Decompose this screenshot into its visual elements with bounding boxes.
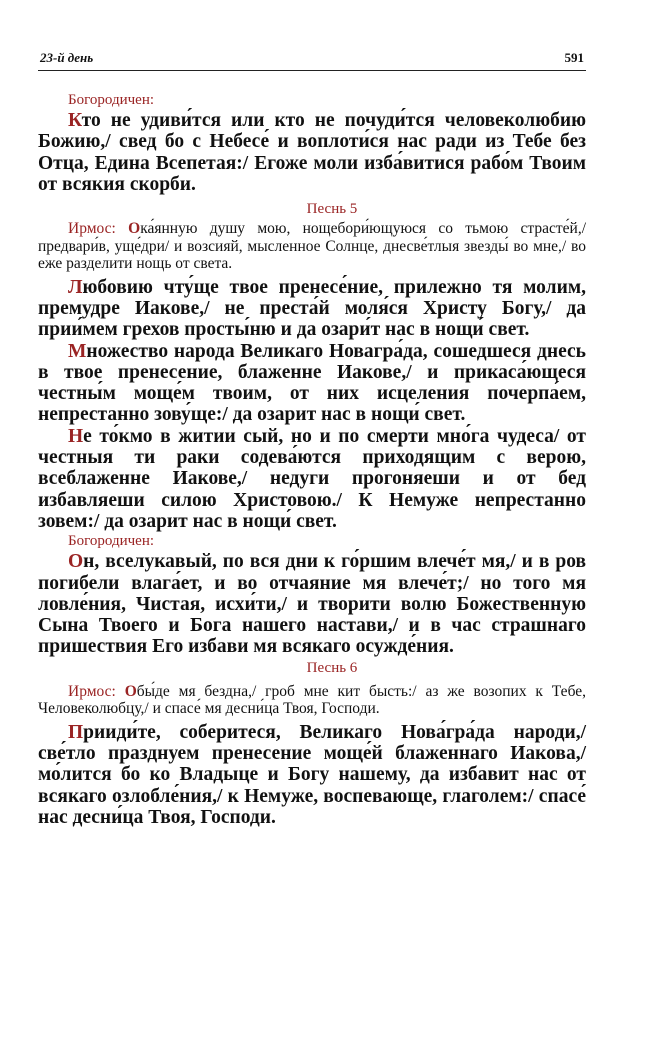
drop-initial: П <box>68 721 84 743</box>
theotokion-text-2 <box>38 551 586 657</box>
irmos-label: Ирмос: <box>68 682 116 700</box>
drop-initial: Л <box>68 276 83 298</box>
drop-initial: К <box>68 110 82 131</box>
troparion-body: юбовию чту́ще твое пренесе́ние, прилежно тя молим, премудре Иакове,/ не преста́й моля́ся Христу Богу,/ да прии́мем грехов просты́ню и да озари́т нас в нощи́ свет. <box>38 276 586 341</box>
book-page <box>38 50 586 828</box>
drop-initial: М <box>68 340 87 362</box>
ode-5-heading: Песнь 5 <box>306 201 358 218</box>
theotokion-text <box>38 110 586 195</box>
troparion-body: рииди́те, соберитеся, Великаго Нова́гра́да народи,/ све́тло празднуем пренесение моще́й блаженнаго Иакова,/ мо́лится бо ко Владыце и Богу нашему, да избавит нас от всякаго озлобле́ния,/ к Немуже, воспевающе, глаголем:/ спасе́ нас десни́ца Твоя, Господи. <box>38 721 586 828</box>
running-head <box>38 50 586 71</box>
drop-initial: Н <box>68 425 84 447</box>
theotokion-label-2: Богородичен: <box>68 533 155 550</box>
troparion-body: ножество народа Великаго Новагра́да, сошедшеся днесь в твое пренесение, блаженне Иакове,/ и прикаса́ющеся честны́м моще́м твоим, от них исцеления почерпа́ем, непрестанно зову́ще:/ да озарит нас в нощи́ свет. <box>38 340 586 426</box>
ode-5-irmos <box>38 220 586 273</box>
irmos-label: Ирмос: <box>68 220 116 238</box>
drop-initial: О <box>128 220 141 238</box>
ode-5-troparion-2 <box>38 341 586 426</box>
troparion-body: е то́кмо в житии сый, но и по смерти мно́га чудеса/ от честныя ти раки содева́ются приходящим с верою, всеблаженне Иакове,/ недуги прогоняеши и от бед избавляеши силою Христовою./ К Немуже непрестанно зовем:/ да озарит нас в нощи́ свет. <box>38 425 586 532</box>
ode-6-troparion <box>38 722 586 828</box>
ode-6-irmos <box>38 683 586 718</box>
page-number: 591 <box>564 50 584 65</box>
drop-initial: О <box>68 551 84 573</box>
troparion-body: то не удиви́тся или кто не почуди́тся человеколюбию Божию,/ свед бо с Небесе́ и воплоти́ся нас ради из Тебе без Отца, Едина Всепетая:/ Егоже моли изба́витися рабо́м Твоим от всякия скорби. <box>38 110 586 195</box>
running-head-day: 23-й день <box>40 50 94 65</box>
irmos-body: ка́янную душу мою, нощебори́ющуюся со тьмою страсте́й,/ предвари́в, уще́дри/ и возсияй, мысленное Солнце, днесве́тлыя звезды́ во мне,/ во еже разделити нощь от света. <box>38 220 587 273</box>
ode-6-heading: Песнь 6 <box>306 659 358 676</box>
ode-5-troparion-1 <box>38 277 586 341</box>
drop-initial: О <box>124 682 137 700</box>
irmos-body: бы́де мя бездна,/ гроб мне кит бысть:/ аз же возопих к Тебе, Человеколюбцу,/ и спасе́ мя десни́ца Твоя, Господи. <box>38 682 586 718</box>
troparion-body: н, вселукавый, по вся дни к го́ршим влече́т мя,/ и в ров погибели влага́ет, и во отчаяние мя влече́т;/ но того мя ловле́ния, Чистая, исхи́ти,/ и творити волю Божественную Сына Твоего и Бога нашего настави,/ и в час страшнаго пришествия Его избави мя всякаго осужде́ния. <box>38 551 586 658</box>
ode-5-troparion-3 <box>38 426 586 532</box>
theotokion-label: Богородичен: <box>68 92 155 108</box>
